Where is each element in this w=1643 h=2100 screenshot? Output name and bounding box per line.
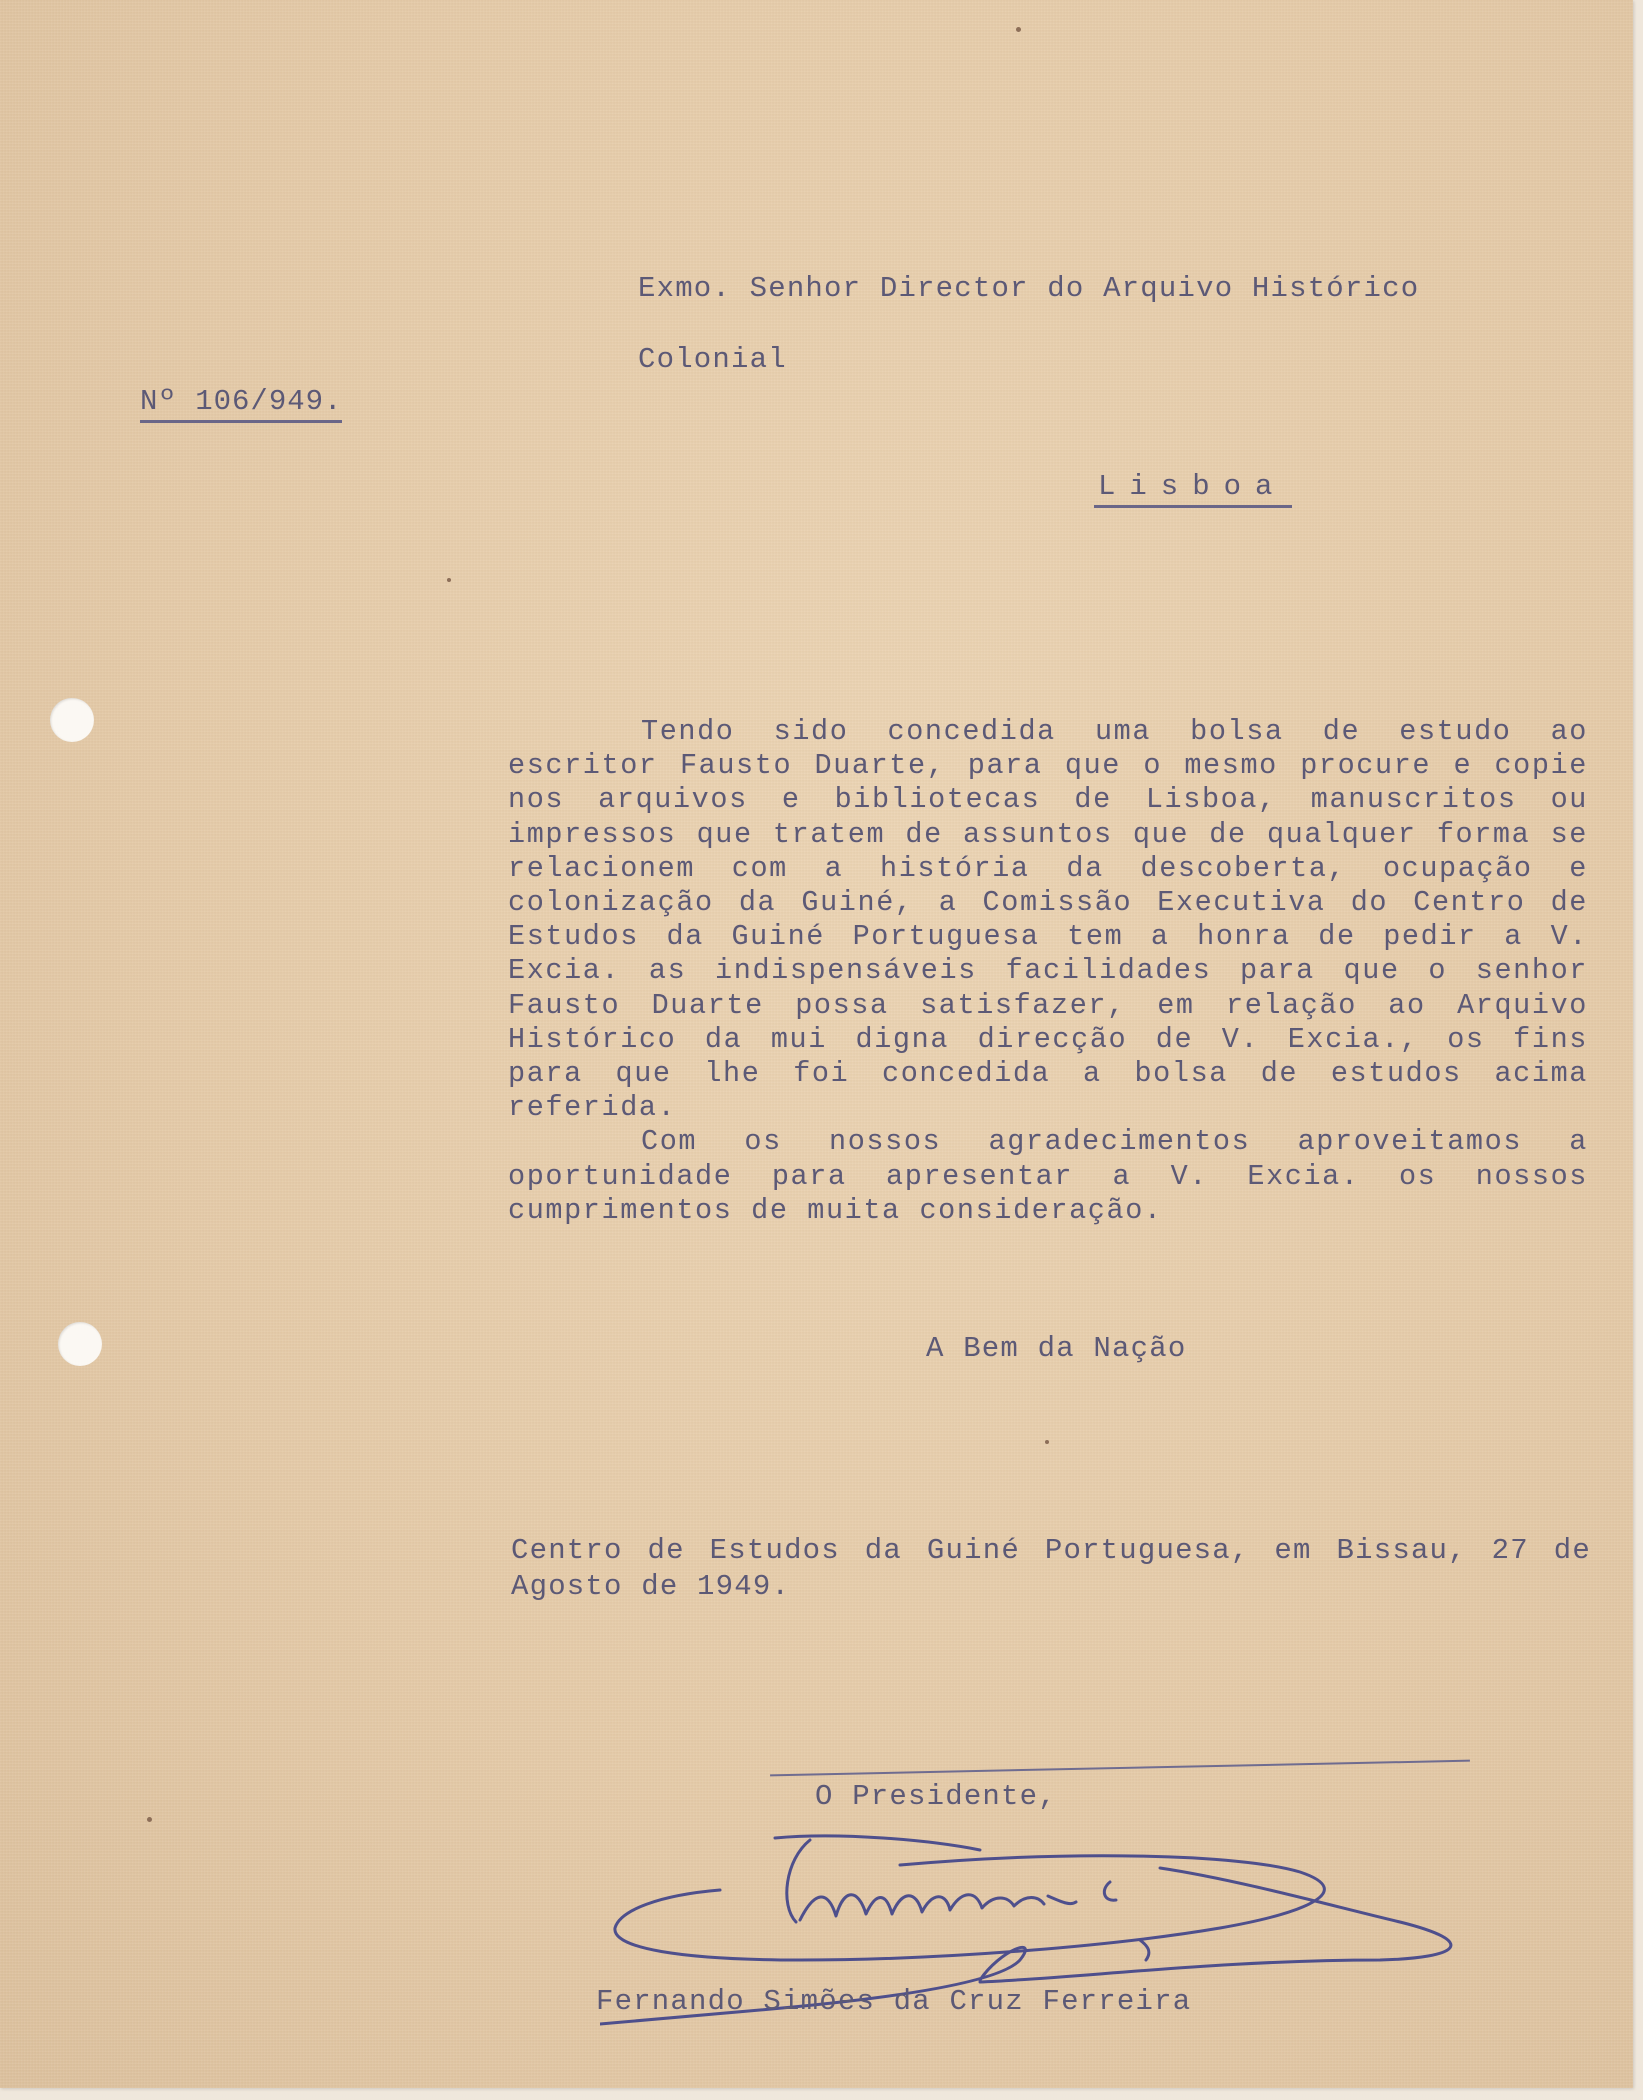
body-paragraph-2: Com os nossos agradecimentos aproveitamos a oportunidade para apresentar a V. Excia. os nossos cumprimentos de muita consideração. — [508, 1125, 1588, 1227]
paper-speck — [1045, 1440, 1049, 1444]
recipient-line-1: Exmo. Senhor Director do Arquivo Histórico — [638, 272, 1420, 305]
signature-title: O Presidente, — [815, 1780, 1057, 1813]
punch-hole-bottom — [58, 1322, 102, 1366]
recipient-city: Lisboa — [1094, 470, 1292, 508]
signer-name: Fernando Simões da Cruz Ferreira — [596, 1985, 1192, 2018]
punch-hole-top — [50, 698, 94, 742]
body-paragraph-1: Tendo sido concedida uma bolsa de estudo ao escritor Fausto Duarte, para que o mesmo procure e copie nos arquivos e bibliotecas de Lisboa, manuscritos ou impressos que tratem de assuntos que de qualquer forma se relacionem com a história da descoberta, ocupação e colonização da Guiné, a Comissão Executiva do Centro de Estudos da Guiné Portuguesa tem a honra de pedir a V. Excia. as indispensáveis facilidades para que o senhor Fausto Duarte possa satisfazer, em relação ao Arquivo Histórico da mui digna direcção de V. Excia., os fins para que lhe foi concedida a bolsa de estudos acima referida. — [508, 715, 1588, 1125]
recipient-line-2: Colonial — [638, 343, 787, 376]
closing-salutation: A Bem da Nação — [926, 1332, 1187, 1365]
place-and-date: Centro de Estudos da Guiné Portuguesa, em Bissau, 27 de Agosto de 1949. — [511, 1534, 1591, 1603]
paper-speck — [147, 1817, 152, 1822]
letter-body — [508, 715, 1588, 1228]
signature-rule — [770, 1760, 1470, 1777]
paper-speck — [1016, 27, 1021, 32]
reference-number: Nº 106/949. — [140, 385, 342, 423]
paper-speck — [447, 578, 451, 582]
